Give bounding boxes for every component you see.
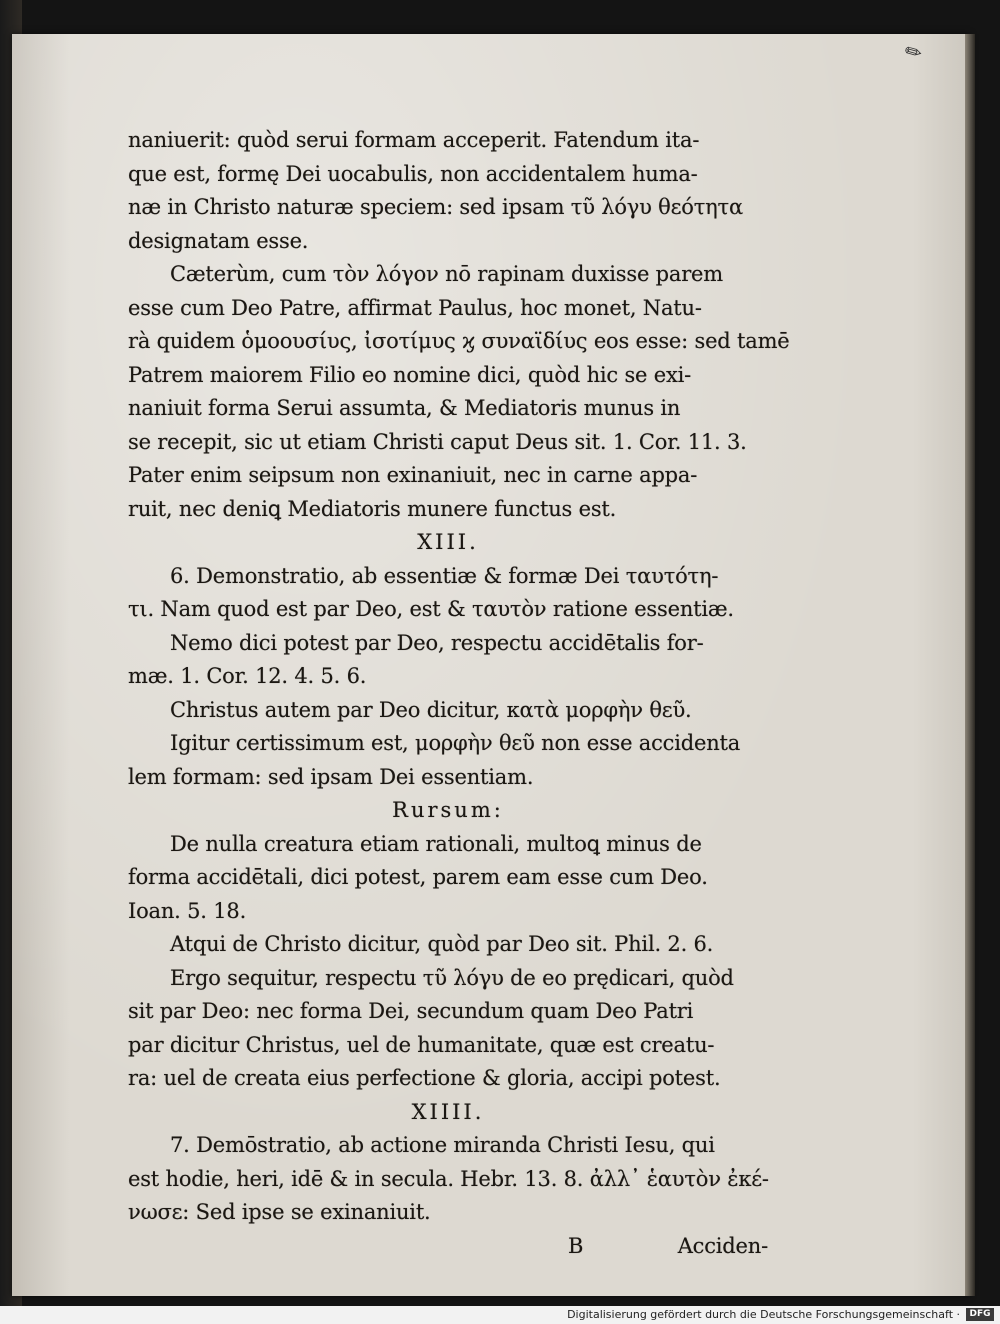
dfg-logo: DFG	[966, 1308, 994, 1321]
text-line: Ergo sequitur, respectu τῦ λόγυ de eo prędicari, quòd	[170, 965, 734, 990]
text-line: sit par Deo: nec forma Dei, secundum quam Deo Patri	[128, 999, 694, 1023]
text-line: naniuerit: quòd serui formam acceperit. Fatendum ita-	[128, 128, 700, 152]
text-line: par dicitur Christus, uel de humanitate, quæ est creatu-	[128, 1032, 715, 1057]
text-line: Patrem maiorem Filio eo nomine dici, quòd hic se exi-	[128, 362, 692, 387]
text-line: est hodie, heri, idē & in secula. Hebr. 13. 8. ἀλλ᾽ ἑαυτὸν ἐκέ-	[128, 1166, 769, 1191]
signature-mark: B	[568, 1233, 584, 1258]
footer-bar	[0, 1306, 1000, 1324]
section-heading: Rursum:	[392, 798, 504, 822]
text-line: forma accidētali, dici potest, parem eam esse cum Deo.	[128, 865, 708, 889]
text-line: Nemo dici potest par Deo, respectu accidētalis for-	[170, 630, 704, 655]
text-line: que est, formę Dei uocabulis, non accidentalem huma-	[128, 161, 698, 186]
page-text	[128, 124, 790, 1263]
text-line: designatam esse.	[128, 228, 309, 253]
section-heading: XIII.	[417, 530, 479, 554]
text-line: Christus autem par Deo dicitur, κατὰ μορφὴν θεῦ.	[170, 697, 692, 722]
text-line: ruit, nec deniꝗ Mediatoris munere functus est.	[128, 496, 617, 521]
text-line: Ioan. 5. 18.	[128, 898, 247, 923]
corner-mark: ✎	[900, 37, 927, 67]
catchword: Acciden-	[677, 1233, 768, 1258]
text-line: esse cum Deo Patre, affirmat Paulus, hoc monet, Natu-	[128, 295, 702, 320]
funding-note: Digitalisierung gefördert durch die Deutsche Forschungsgemeinschaft ·	[567, 1308, 960, 1321]
text-line: rà quidem ὁμοουσίυς, ἰσοτίμυς ϗ συναϊδίυς eos esse: sed tamē	[128, 329, 790, 353]
text-line: mæ. 1. Cor. 12. 4. 5. 6.	[128, 664, 367, 688]
signature-row	[128, 1230, 768, 1264]
text-line: ra: uel de creata eius perfectione & gloria, accipi potest.	[128, 1066, 721, 1090]
text-line: lem formam: sed ipsam Dei essentiam.	[128, 764, 534, 789]
text-line: Pater enim seipsum non exinaniuit, nec in carne appa-	[128, 463, 698, 487]
page-edge-shadow	[965, 34, 975, 1296]
text-line: νωσε: Sed ipse se exinaniuit.	[128, 1200, 431, 1224]
text-line: Atqui de Christo dicitur, quòd par Deo sit. Phil. 2. 6.	[170, 932, 714, 956]
section-heading: XIIII.	[411, 1099, 485, 1124]
text-line: 7. Demōstratio, ab actione miranda Christi Iesu, qui	[170, 1133, 715, 1157]
text-line: naniuit forma Serui assumta, & Mediatoris munus in	[128, 396, 681, 420]
text-line: se recepit, sic ut etiam Christi caput Deus sit. 1. Cor. 11. 3.	[128, 429, 747, 454]
text-line: τι. Nam quod est par Deo, est & ταυτὸν ratione essentiæ.	[128, 597, 734, 621]
text-line: Igitur certissimum est, μορφὴν θεῦ non esse accidenta	[170, 731, 741, 755]
text-line: 6. Demonstratio, ab essentiæ & formæ Dei ταυτότη-	[170, 563, 719, 588]
text-line: Cæterùm, cum τὸν λόγον nō rapinam duxisse parem	[170, 262, 723, 286]
text-line: De nulla creatura etiam rationali, multoꝗ minus de	[170, 831, 702, 856]
text-line: næ in Christo naturæ speciem: sed ipsam τῦ λόγυ θεότητα	[128, 195, 743, 219]
